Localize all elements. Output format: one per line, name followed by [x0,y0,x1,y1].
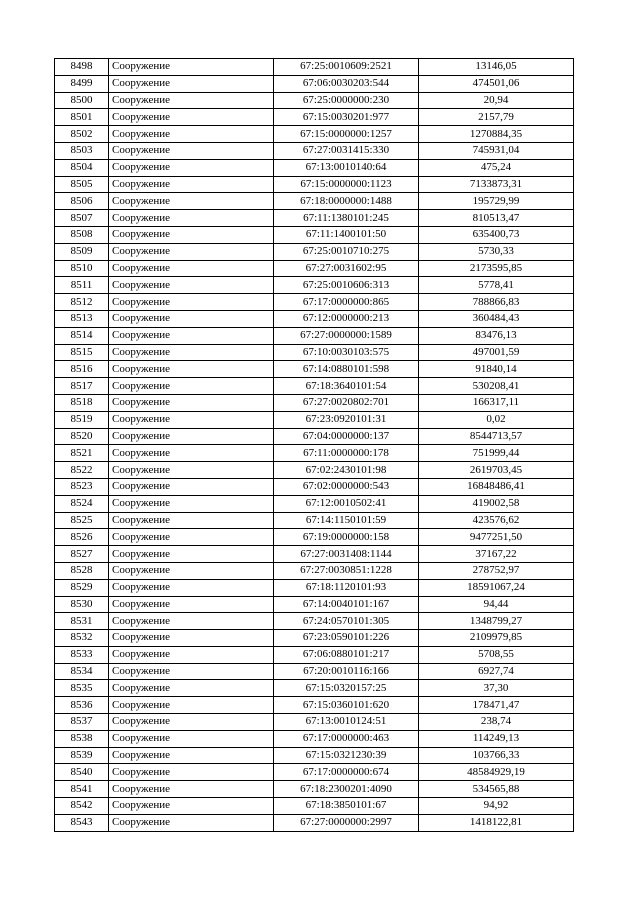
row-number-cell: 8517 [55,378,109,395]
table-row [55,327,574,344]
table-row [55,697,574,714]
cadastral-number-cell: 67:04:0000000:137 [274,428,419,445]
cadastral-number-cell: 67:27:0030851:1228 [274,562,419,579]
value-cell: 238,74 [419,714,574,731]
value-cell: 48584929,19 [419,764,574,781]
table-row [55,445,574,462]
value-cell: 5708,55 [419,646,574,663]
value-cell: 13146,05 [419,59,574,76]
table-row [55,529,574,546]
value-cell: 0,02 [419,411,574,428]
object-type-cell: Сооружение [109,814,274,831]
table-row [55,294,574,311]
value-cell: 751999,44 [419,445,574,462]
object-type-cell: Сооружение [109,378,274,395]
table-row [55,142,574,159]
table-row [55,193,574,210]
cadastral-number-cell: 67:15:0321230:39 [274,747,419,764]
cadastral-number-cell: 67:18:0000000:1488 [274,193,419,210]
value-cell: 2173595,85 [419,260,574,277]
row-number-cell: 8538 [55,730,109,747]
property-table [54,58,574,832]
row-number-cell: 8502 [55,126,109,143]
table-row [55,764,574,781]
cadastral-number-cell: 67:02:2430101:98 [274,462,419,479]
row-number-cell: 8539 [55,747,109,764]
cadastral-number-cell: 67:11:0000000:178 [274,445,419,462]
object-type-cell: Сооружение [109,663,274,680]
cadastral-number-cell: 67:11:1380101:245 [274,210,419,227]
object-type-cell: Сооружение [109,294,274,311]
value-cell: 530208,41 [419,378,574,395]
table-row [55,512,574,529]
table-row [55,59,574,76]
cadastral-number-cell: 67:15:0000000:1257 [274,126,419,143]
value-cell: 1418122,81 [419,814,574,831]
table-row [55,310,574,327]
row-number-cell: 8525 [55,512,109,529]
cadastral-number-cell: 67:27:0000000:1589 [274,327,419,344]
cadastral-number-cell: 67:15:0360101:620 [274,697,419,714]
object-type-cell: Сооружение [109,210,274,227]
object-type-cell: Сооружение [109,512,274,529]
value-cell: 745931,04 [419,142,574,159]
table-row [55,361,574,378]
value-cell: 37,30 [419,680,574,697]
table-row [55,730,574,747]
object-type-cell: Сооружение [109,697,274,714]
object-type-cell: Сооружение [109,260,274,277]
cadastral-number-cell: 67:14:0880101:598 [274,361,419,378]
object-type-cell: Сооружение [109,394,274,411]
row-number-cell: 8524 [55,495,109,512]
value-cell: 91840,14 [419,361,574,378]
value-cell: 810513,47 [419,210,574,227]
row-number-cell: 8529 [55,579,109,596]
cadastral-number-cell: 67:14:0040101:167 [274,596,419,613]
row-number-cell: 8511 [55,277,109,294]
table-row [55,378,574,395]
row-number-cell: 8523 [55,478,109,495]
cadastral-number-cell: 67:20:0010116:166 [274,663,419,680]
row-number-cell: 8543 [55,814,109,831]
table-row [55,646,574,663]
table-row [55,814,574,831]
table-row [55,277,574,294]
object-type-cell: Сооружение [109,714,274,731]
object-type-cell: Сооружение [109,596,274,613]
value-cell: 195729,99 [419,193,574,210]
table-row [55,210,574,227]
object-type-cell: Сооружение [109,445,274,462]
object-type-cell: Сооружение [109,764,274,781]
row-number-cell: 8520 [55,428,109,445]
cadastral-number-cell: 67:15:0030201:977 [274,109,419,126]
table-row [55,126,574,143]
cadastral-number-cell: 67:12:0010502:41 [274,495,419,512]
table-row [55,596,574,613]
cadastral-number-cell: 67:18:1120101:93 [274,579,419,596]
row-number-cell: 8503 [55,142,109,159]
cadastral-number-cell: 67:24:0570101:305 [274,613,419,630]
object-type-cell: Сооружение [109,630,274,647]
value-cell: 5730,33 [419,243,574,260]
value-cell: 419002,58 [419,495,574,512]
object-type-cell: Сооружение [109,613,274,630]
value-cell: 360484,43 [419,310,574,327]
row-number-cell: 8518 [55,394,109,411]
object-type-cell: Сооружение [109,310,274,327]
table-row [55,462,574,479]
row-number-cell: 8507 [55,210,109,227]
table-row [55,92,574,109]
value-cell: 8544713,57 [419,428,574,445]
value-cell: 475,24 [419,159,574,176]
row-number-cell: 8519 [55,411,109,428]
object-type-cell: Сооружение [109,798,274,815]
table-row [55,109,574,126]
object-type-cell: Сооружение [109,75,274,92]
table-row [55,663,574,680]
cadastral-number-cell: 67:23:0590101:226 [274,630,419,647]
object-type-cell: Сооружение [109,277,274,294]
row-number-cell: 8498 [55,59,109,76]
object-type-cell: Сооружение [109,579,274,596]
row-number-cell: 8505 [55,176,109,193]
object-type-cell: Сооружение [109,109,274,126]
cadastral-number-cell: 67:27:0031602:95 [274,260,419,277]
object-type-cell: Сооружение [109,428,274,445]
value-cell: 114249,13 [419,730,574,747]
cadastral-number-cell: 67:06:0030203:544 [274,75,419,92]
row-number-cell: 8504 [55,159,109,176]
row-number-cell: 8535 [55,680,109,697]
row-number-cell: 8506 [55,193,109,210]
value-cell: 94,44 [419,596,574,613]
object-type-cell: Сооружение [109,411,274,428]
cadastral-number-cell: 67:25:0000000:230 [274,92,419,109]
cadastral-number-cell: 67:06:0880101:217 [274,646,419,663]
object-type-cell: Сооружение [109,126,274,143]
object-type-cell: Сооружение [109,529,274,546]
cadastral-number-cell: 67:18:3850101:67 [274,798,419,815]
object-type-cell: Сооружение [109,176,274,193]
table-row [55,546,574,563]
table-body [55,59,574,832]
row-number-cell: 8509 [55,243,109,260]
object-type-cell: Сооружение [109,546,274,563]
value-cell: 103766,33 [419,747,574,764]
value-cell: 474501,06 [419,75,574,92]
table-row [55,630,574,647]
value-cell: 37167,22 [419,546,574,563]
object-type-cell: Сооружение [109,226,274,243]
value-cell: 2157,79 [419,109,574,126]
row-number-cell: 8528 [55,562,109,579]
row-number-cell: 8516 [55,361,109,378]
table-row [55,495,574,512]
table-row [55,344,574,361]
object-type-cell: Сооружение [109,344,274,361]
object-type-cell: Сооружение [109,92,274,109]
object-type-cell: Сооружение [109,646,274,663]
object-type-cell: Сооружение [109,142,274,159]
row-number-cell: 8522 [55,462,109,479]
table-row [55,478,574,495]
table-row [55,226,574,243]
value-cell: 5778,41 [419,277,574,294]
value-cell: 635400,73 [419,226,574,243]
object-type-cell: Сооружение [109,327,274,344]
cadastral-number-cell: 67:17:0000000:865 [274,294,419,311]
object-type-cell: Сооружение [109,747,274,764]
cadastral-number-cell: 67:27:0020802:701 [274,394,419,411]
table-row [55,411,574,428]
value-cell: 16848486,41 [419,478,574,495]
value-cell: 94,92 [419,798,574,815]
cadastral-number-cell: 67:27:0031415:330 [274,142,419,159]
row-number-cell: 8531 [55,613,109,630]
row-number-cell: 8501 [55,109,109,126]
table-row [55,579,574,596]
cadastral-number-cell: 67:17:0000000:463 [274,730,419,747]
row-number-cell: 8540 [55,764,109,781]
cadastral-number-cell: 67:23:0920101:31 [274,411,419,428]
table-row [55,243,574,260]
cadastral-number-cell: 67:27:0000000:2997 [274,814,419,831]
object-type-cell: Сооружение [109,781,274,798]
row-number-cell: 8537 [55,714,109,731]
value-cell: 20,94 [419,92,574,109]
cadastral-number-cell: 67:17:0000000:674 [274,764,419,781]
table-row [55,260,574,277]
cadastral-number-cell: 67:27:0031408:1144 [274,546,419,563]
object-type-cell: Сооружение [109,680,274,697]
value-cell: 18591067,24 [419,579,574,596]
value-cell: 178471,47 [419,697,574,714]
object-type-cell: Сооружение [109,159,274,176]
object-type-cell: Сооружение [109,730,274,747]
table-row [55,798,574,815]
cadastral-number-cell: 67:25:0010609:2521 [274,59,419,76]
row-number-cell: 8521 [55,445,109,462]
row-number-cell: 8536 [55,697,109,714]
table-row [55,747,574,764]
cadastral-number-cell: 67:14:1150101:59 [274,512,419,529]
row-number-cell: 8512 [55,294,109,311]
table-row [55,714,574,731]
row-number-cell: 8533 [55,646,109,663]
cadastral-number-cell: 67:15:0320157:25 [274,680,419,697]
cadastral-number-cell: 67:15:0000000:1123 [274,176,419,193]
cadastral-number-cell: 67:19:0000000:158 [274,529,419,546]
row-number-cell: 8508 [55,226,109,243]
value-cell: 788866,83 [419,294,574,311]
value-cell: 497001,59 [419,344,574,361]
value-cell: 2109979,85 [419,630,574,647]
object-type-cell: Сооружение [109,562,274,579]
object-type-cell: Сооружение [109,193,274,210]
table-row [55,613,574,630]
value-cell: 166317,11 [419,394,574,411]
table-row [55,176,574,193]
row-number-cell: 8532 [55,630,109,647]
row-number-cell: 8527 [55,546,109,563]
cadastral-number-cell: 67:12:0000000:213 [274,310,419,327]
cadastral-number-cell: 67:11:1400101:50 [274,226,419,243]
table-row [55,394,574,411]
object-type-cell: Сооружение [109,462,274,479]
table-row [55,680,574,697]
value-cell: 423576,62 [419,512,574,529]
object-type-cell: Сооружение [109,59,274,76]
cadastral-number-cell: 67:13:0010140:64 [274,159,419,176]
cadastral-number-cell: 67:10:0030103:575 [274,344,419,361]
object-type-cell: Сооружение [109,478,274,495]
value-cell: 6927,74 [419,663,574,680]
value-cell: 278752,97 [419,562,574,579]
table-row [55,562,574,579]
cadastral-number-cell: 67:02:0000000:543 [274,478,419,495]
row-number-cell: 8530 [55,596,109,613]
row-number-cell: 8541 [55,781,109,798]
row-number-cell: 8510 [55,260,109,277]
cadastral-number-cell: 67:13:0010124:51 [274,714,419,731]
row-number-cell: 8542 [55,798,109,815]
row-number-cell: 8526 [55,529,109,546]
object-type-cell: Сооружение [109,361,274,378]
cadastral-number-cell: 67:25:0010710:275 [274,243,419,260]
value-cell: 7133873,31 [419,176,574,193]
value-cell: 9477251,50 [419,529,574,546]
value-cell: 83476,13 [419,327,574,344]
row-number-cell: 8499 [55,75,109,92]
table-row [55,159,574,176]
row-number-cell: 8515 [55,344,109,361]
cadastral-number-cell: 67:18:3640101:54 [274,378,419,395]
value-cell: 1270884,35 [419,126,574,143]
row-number-cell: 8513 [55,310,109,327]
object-type-cell: Сооружение [109,495,274,512]
row-number-cell: 8514 [55,327,109,344]
cadastral-number-cell: 67:18:2300201:4090 [274,781,419,798]
table-row [55,428,574,445]
row-number-cell: 8534 [55,663,109,680]
value-cell: 534565,88 [419,781,574,798]
object-type-cell: Сооружение [109,243,274,260]
row-number-cell: 8500 [55,92,109,109]
table-row [55,781,574,798]
cadastral-number-cell: 67:25:0010606:313 [274,277,419,294]
value-cell: 2619703,45 [419,462,574,479]
value-cell: 1348799,27 [419,613,574,630]
table-row [55,75,574,92]
